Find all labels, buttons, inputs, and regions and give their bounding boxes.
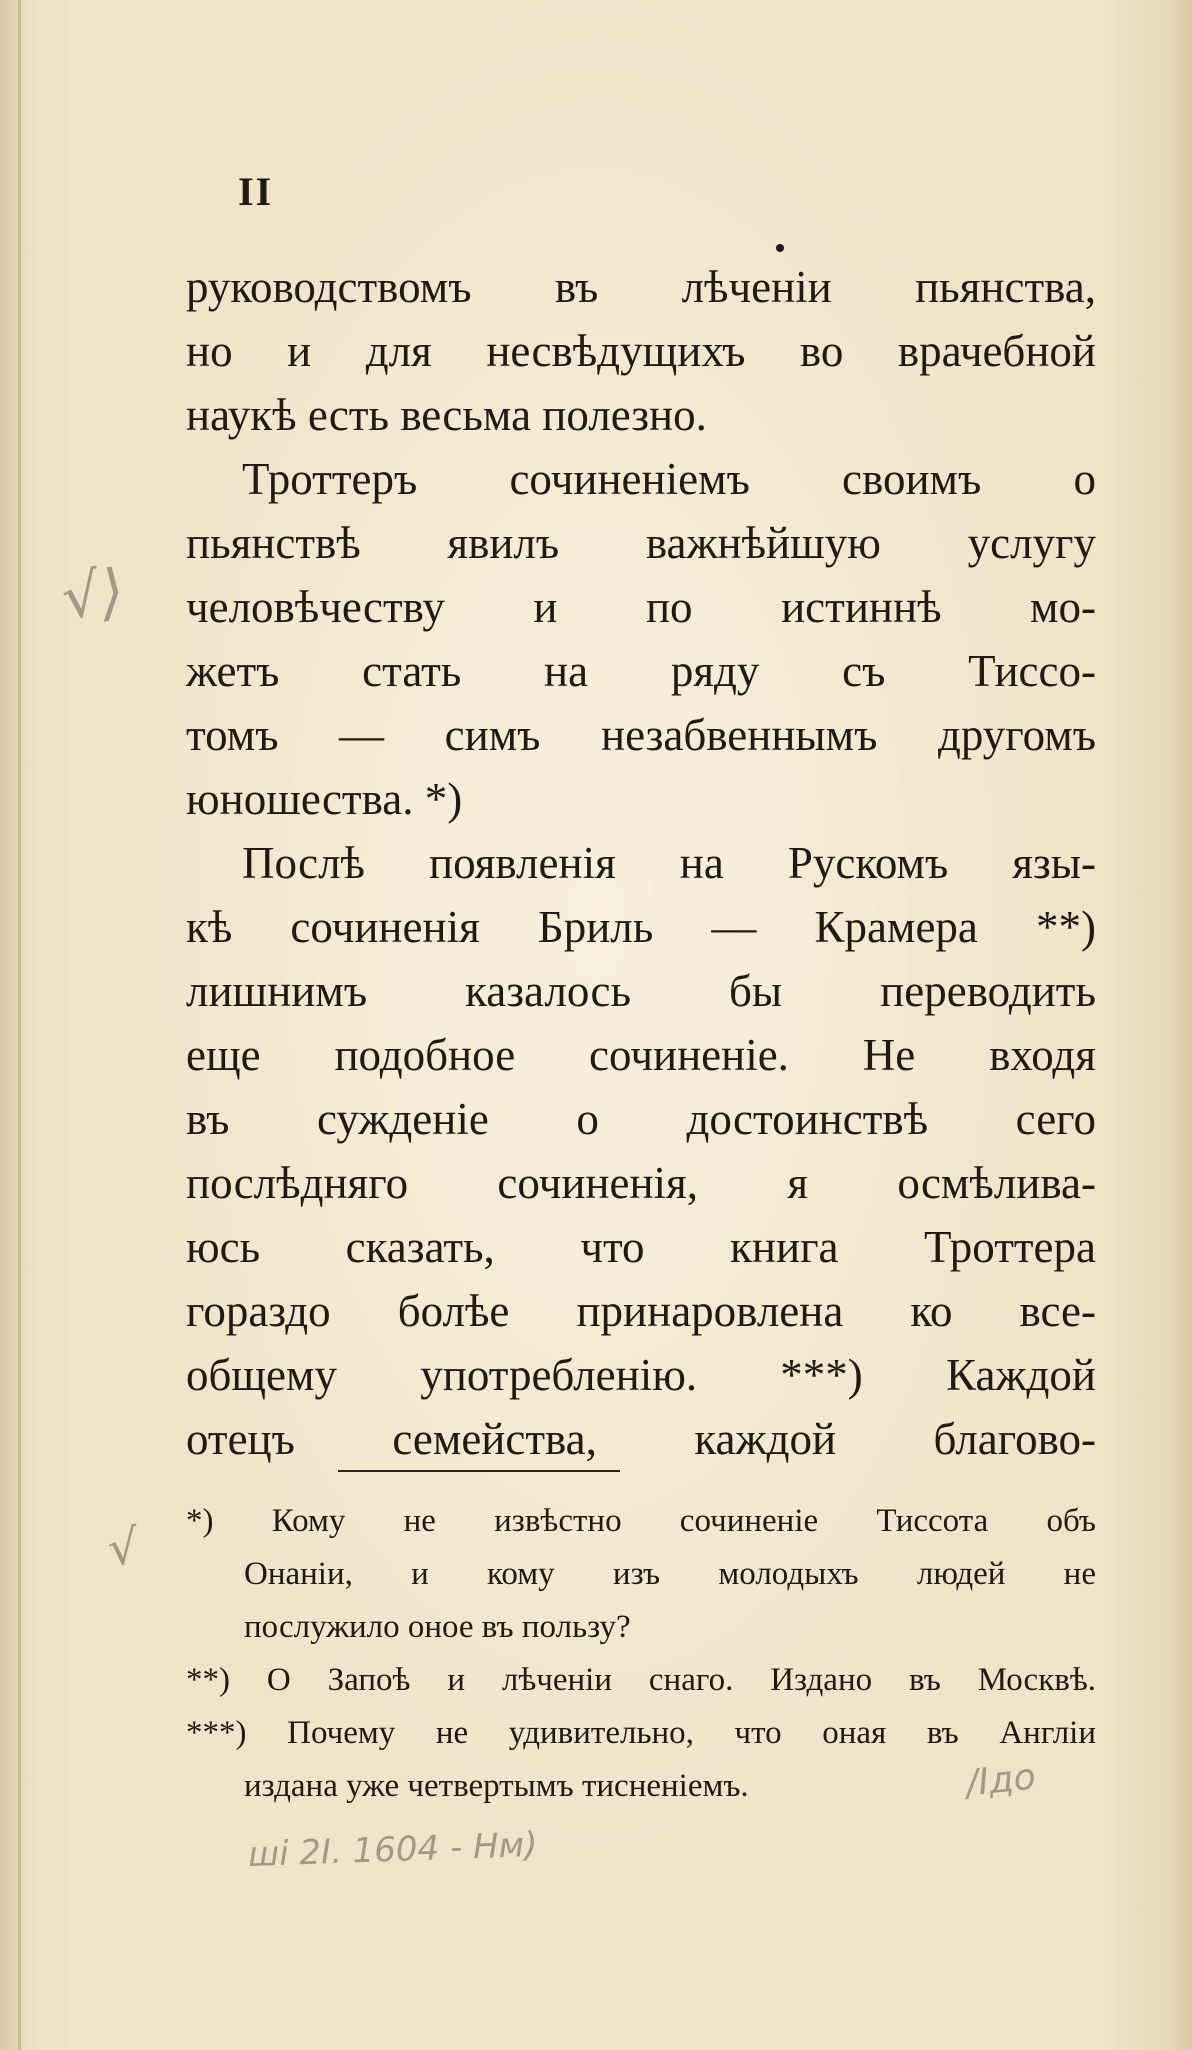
text-line: наукѣ есть весьма полезно. (186, 390, 707, 440)
text-line: Троттеръ сочиненіемъ своимъ о (242, 454, 1096, 504)
footnote-line: **) О Запоѣ и лѣченіи снаго. Издано въ Москвѣ. (186, 1662, 1096, 1698)
text-line: отецъ семейства, каждой благово- (186, 1414, 1096, 1464)
text-line: въ сужденіе о достоинствѣ сего (186, 1094, 1096, 1144)
handwritten-note: /Ідо (964, 1756, 1038, 1805)
text-line: но и для несвѣдущихъ во врачебной (186, 326, 1096, 376)
main-text (186, 255, 1096, 1471)
footnote-line: издана уже четвертымъ тисненіемъ. (244, 1768, 749, 1804)
text-line: общему употребленію. ***) Каждой (186, 1350, 1096, 1400)
text-line: еще подобное сочиненіе. Не входя (186, 1030, 1096, 1080)
page-number: II (238, 169, 274, 214)
margin-mark-icon: √ (105, 1518, 142, 1578)
text-line: лишнимъ казалось бы переводить (186, 966, 1096, 1016)
text-line: жетъ стать на ряду съ Тиссо- (186, 646, 1096, 696)
footnotes (186, 1495, 1096, 1813)
ink-dot (776, 244, 784, 252)
text-line: пьянствѣ явилъ важнѣйшую услугу (186, 518, 1096, 568)
text-line: томъ — симъ незабвеннымъ другомъ (186, 710, 1096, 760)
footnote-line: *) Кому не извѣстно сочиненіе Тиссота объ (186, 1503, 1096, 1539)
margin-mark-icon: √⟩ (57, 556, 129, 634)
text-line: человѣчеству и по истиннѣ мо- (186, 582, 1096, 632)
text-line: юношества. *) (186, 774, 463, 824)
text-line: кѣ сочиненія Бриль — Крамера **) (186, 902, 1096, 952)
text-line: руководствомъ въ лѣченіи пьянства, (186, 262, 1096, 312)
footnote-line: ***) Почему не удивительно, что оная въ Англіи (186, 1715, 1096, 1751)
text-line: Послѣ появленія на Рускомъ язы- (242, 838, 1096, 888)
footnote-line: послужило оное въ пользу? (244, 1609, 631, 1645)
text-line: послѣдняго сочиненія, я осмѣлива- (186, 1158, 1096, 1208)
handwritten-note: ші 2І. 1604 - Нм) (247, 1824, 539, 1876)
footnote-line: Онаніи, и кому изъ молодыхъ людей не (244, 1556, 1096, 1592)
page-edge (18, 0, 21, 2050)
text-line: юсь сказать, что книга Троттера (186, 1222, 1096, 1272)
footnote-rule (338, 1470, 620, 1472)
text-line: гораздо болѣе принаровлена ко все- (186, 1286, 1096, 1336)
